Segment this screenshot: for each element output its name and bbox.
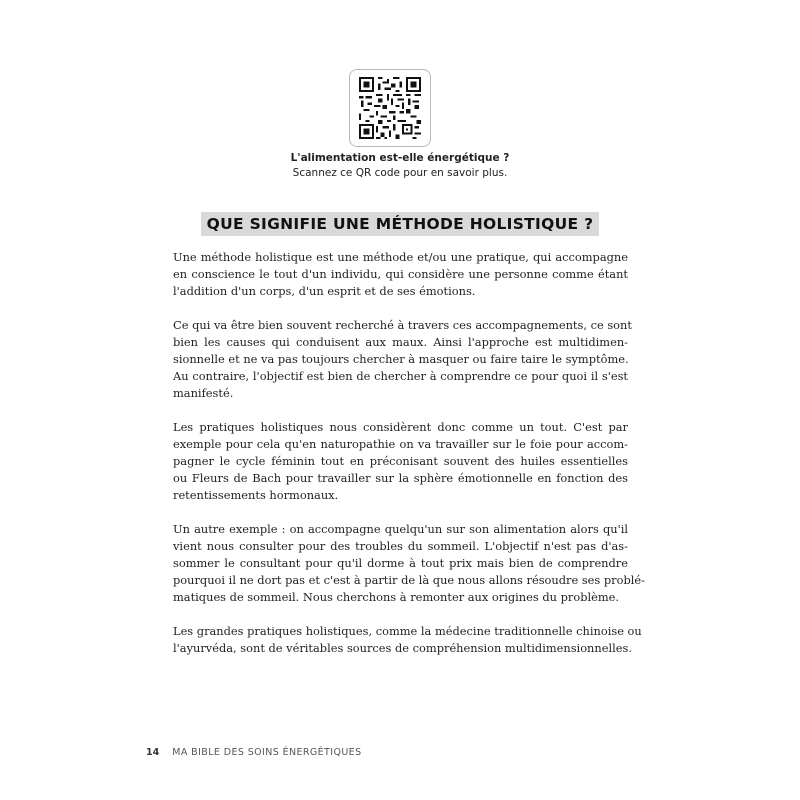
text-line: matiques de sommeil. Nous cherchons à remonter aux origines du problème.: [173, 590, 620, 604]
qr-caption-title: L'alimentation est-elle énergétique ?: [290, 152, 510, 164]
running-title: MA BIBLE DES SOINS ÉNERGÉTIQUES: [172, 747, 362, 758]
text-line: Les grandes pratiques holistiques, comme la médecine traditionnelle chinoise ou: [173, 624, 642, 638]
paragraph: [173, 521, 646, 606]
paragraph: [173, 249, 628, 300]
text-line: Un autre exemple : on accompagne quelqu'un sur son alimentation alors qu'il: [173, 522, 628, 536]
text-line: l'addition d'un corps, d'un esprit et de ses émotions.: [173, 284, 476, 298]
text-line: pourquoi il ne dort pas et c'est à partir de là que nous allons résoudre ses problé-: [173, 573, 646, 587]
qr-caption-text: Scannez ce QR code pour en savoir plus.: [292, 167, 508, 179]
text-line: Une méthode holistique est une méthode et/ou une pratique, qui accompagne: [173, 250, 628, 264]
paragraph: [173, 419, 628, 504]
qr-code-icon: [359, 77, 421, 139]
text-line: l'ayurvéda, sont de véritables sources de compréhension multidimensionnelles.: [173, 641, 632, 655]
text-line: sommer le consultant pour qu'il dorme à tout prix mais bien de comprendre: [173, 556, 628, 570]
qr-caption: [0, 151, 800, 181]
qr-code[interactable]: [349, 69, 431, 147]
page-number: 14: [146, 747, 160, 758]
text-line: manifesté.: [173, 386, 234, 400]
page-footer: [146, 747, 362, 758]
body-text: [173, 249, 646, 674]
text-line: ou Fleurs de Bach pour travailler sur la sphère émotionnelle en fonction des: [173, 471, 628, 485]
text-line: vient nous consulter pour des troubles du sommeil. L'objectif n'est pas d'as-: [173, 539, 628, 553]
paragraph: [173, 623, 642, 657]
paragraph: [173, 317, 632, 402]
text-line: Ce qui va être bien souvent recherché à travers ces accompagnements, ce sont: [173, 318, 632, 332]
text-line: pagner le cycle féminin tout en préconisant souvent des huiles essentielles: [173, 454, 628, 468]
text-line: exemple pour cela qu'en naturopathie on va travailler sur le foie pour accom-: [173, 437, 628, 451]
section-heading: QUE SIGNIFIE UNE MÉTHODE HOLISTIQUE ?: [201, 212, 600, 236]
text-line: Les pratiques holistiques nous considèrent donc comme un tout. C'est par: [173, 420, 628, 434]
text-line: retentissements hormonaux.: [173, 488, 339, 502]
text-line: sionnelle et ne va pas toujours chercher à masquer ou faire taire le symptôme.: [173, 352, 629, 366]
text-line: bien les causes qui conduisent aux maux. Ainsi l'approche est multidimen-: [173, 335, 628, 349]
text-line: en conscience le tout d'un individu, qui considère une personne comme étant: [173, 267, 628, 281]
text-line: Au contraire, l'objectif est bien de chercher à comprendre ce pour quoi il s'est: [173, 369, 628, 383]
